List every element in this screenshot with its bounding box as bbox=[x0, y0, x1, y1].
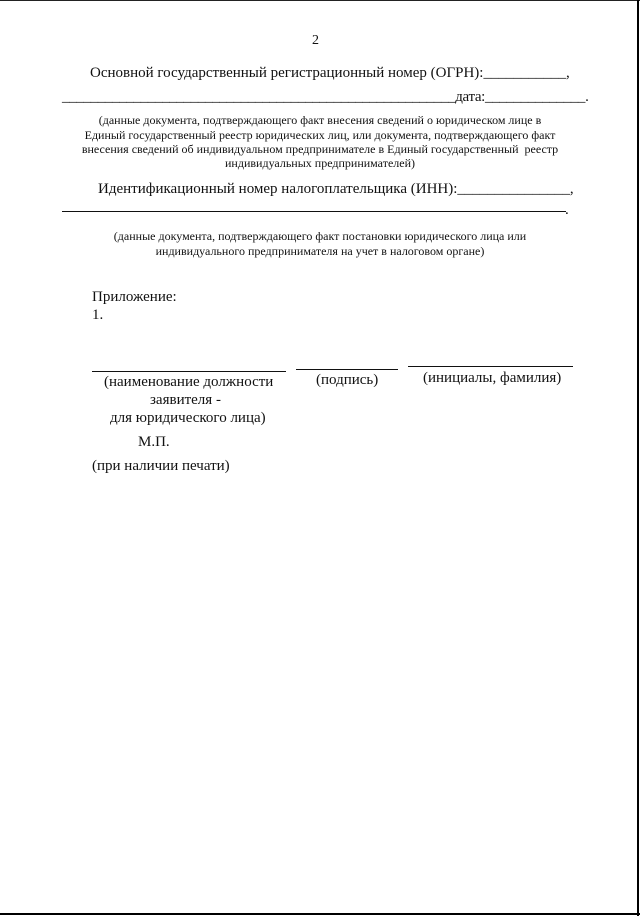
attachment-label: Приложение: bbox=[92, 289, 177, 305]
inn-line-period: . bbox=[565, 202, 569, 218]
page-top-edge bbox=[0, 0, 640, 1]
attachment-item-1: 1. bbox=[92, 307, 104, 323]
position-caption-line-2: заявителя - bbox=[150, 392, 221, 408]
ogrn-label: Основной государственный регистрационный номер (ОГРН):___________, bbox=[90, 65, 570, 81]
stamp-note: (при наличии печати) bbox=[92, 458, 230, 474]
stamp-label: М.П. bbox=[138, 434, 170, 450]
inn-note-line-2: индивидуального предпринимателя на учет в налоговом органе) bbox=[155, 244, 485, 258]
ogrn-date-line: _______________________________________________________дата:______________. bbox=[62, 89, 589, 105]
position-caption-line-1: (наименование должности bbox=[104, 374, 274, 390]
ogrn-note-line-1: (данные документа, подтверждающего факт внесения сведений о юридическом лице в bbox=[98, 113, 542, 127]
page-number: 2 bbox=[312, 33, 319, 48]
ogrn-note-line-3: внесения сведений об индивидуальном предпринимателе в Единый государственный реестр bbox=[81, 142, 559, 156]
name-signature-line bbox=[408, 366, 573, 367]
position-caption-line-3: для юридического лица) bbox=[110, 410, 266, 426]
ogrn-note-line-4: индивидуальных предпринимателей) bbox=[225, 156, 415, 170]
inn-label: Идентификационный номер налогоплательщика (ИНН):_______________, bbox=[98, 181, 574, 197]
inn-blank-line bbox=[62, 211, 566, 212]
position-signature-line bbox=[92, 371, 286, 372]
inn-note-line-1: (данные документа, подтверждающего факт постановки юридического лица или bbox=[113, 229, 527, 243]
name-caption: (инициалы, фамилия) bbox=[423, 370, 562, 386]
signature-caption: (подпись) bbox=[316, 372, 379, 388]
page-bottom-edge bbox=[0, 913, 640, 915]
ogrn-note-line-2: Единый государственный реестр юридических лиц, или документа, подтверждающего факт bbox=[84, 128, 556, 142]
sign-signature-line bbox=[296, 369, 398, 370]
